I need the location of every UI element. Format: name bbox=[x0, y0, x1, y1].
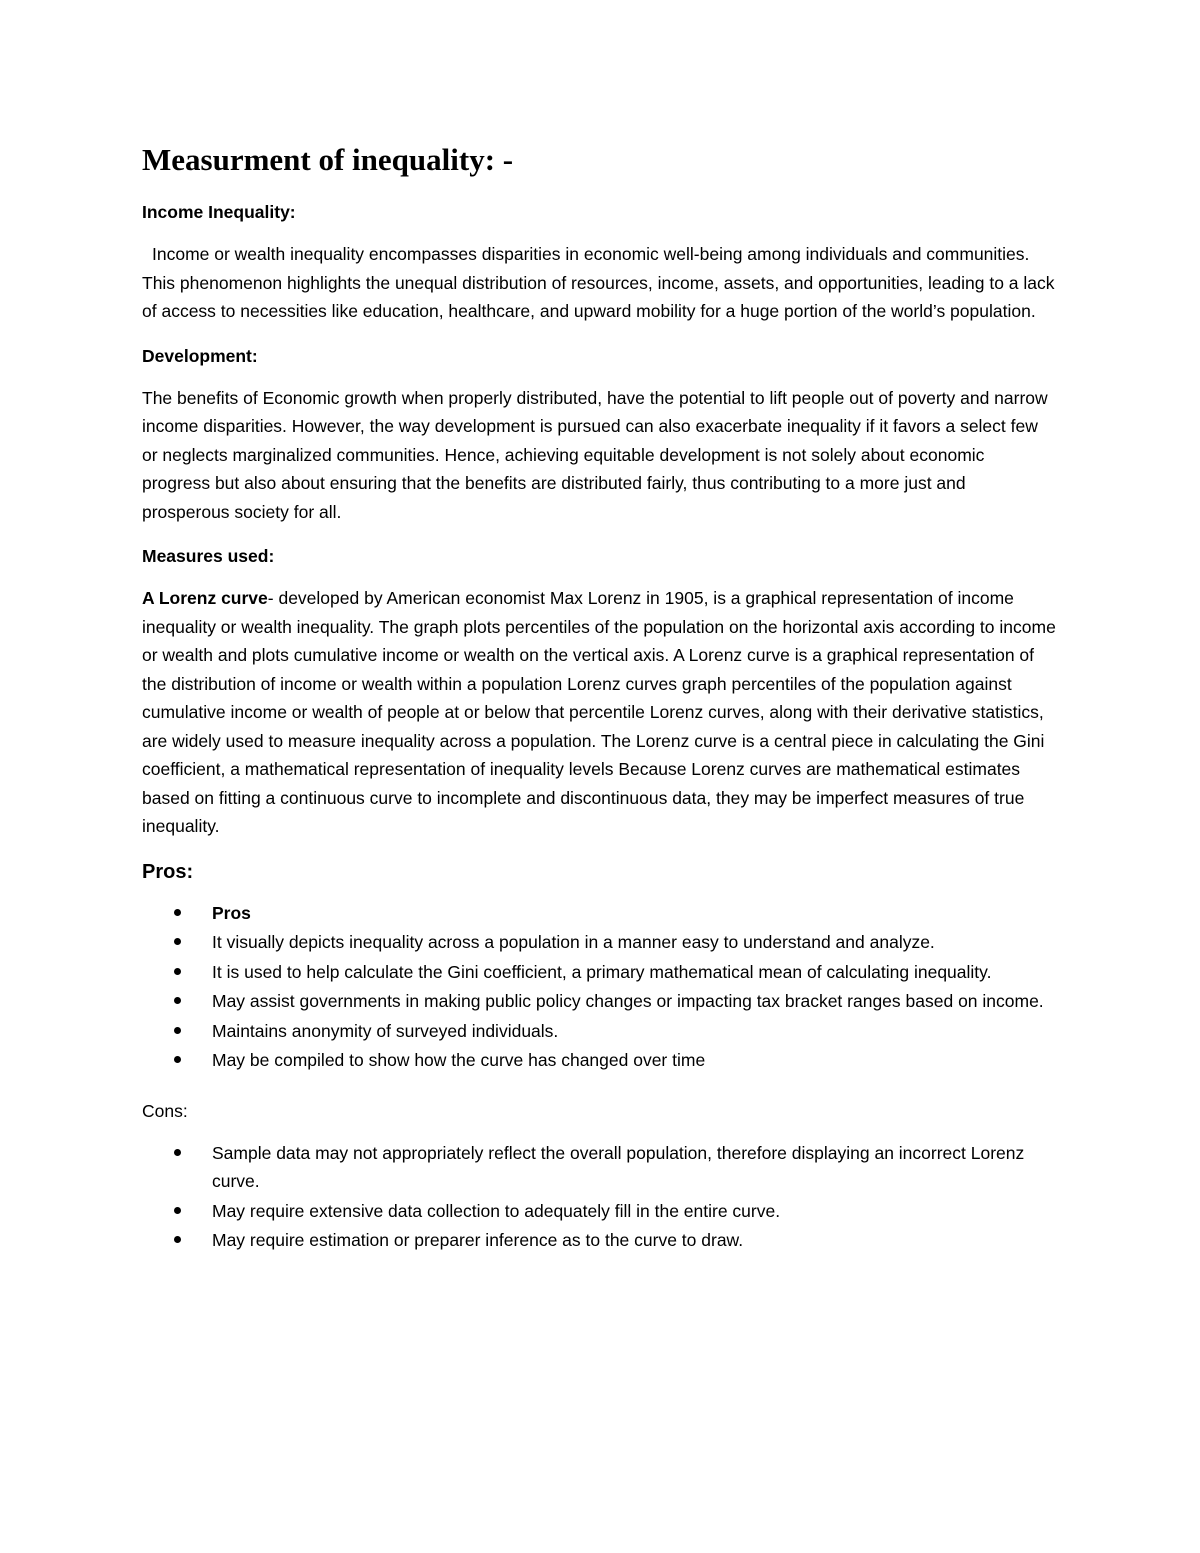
bullet-icon bbox=[174, 909, 181, 916]
bullet-icon bbox=[174, 1056, 181, 1063]
lorenz-curve-lead: A Lorenz curve bbox=[142, 588, 268, 608]
development-heading: Development: bbox=[142, 345, 258, 366]
bullet-icon bbox=[174, 1027, 181, 1034]
bullet-icon bbox=[174, 1236, 181, 1243]
lorenz-curve-paragraph bbox=[142, 584, 1057, 841]
income-inequality-heading: Income Inequality: bbox=[142, 202, 296, 222]
cons-heading: Cons: bbox=[142, 1100, 188, 1121]
list-item: May be compiled to show how the curve has changed over time bbox=[142, 1046, 1057, 1075]
bullet-icon bbox=[174, 968, 181, 975]
pros-list bbox=[142, 899, 1057, 1075]
development-paragraph: The benefits of Economic growth when properly distributed, have the potential to lift people out of poverty and narrow income disparities. However, the way development is pursued can also exacerbate inequality if it favors a select few or neglects marginalized communities. Hence, achieving equitable development is not solely about economic progress but also about ensuring that the benefits are distributed fairly, thus contributing to a more just and prosperous society for all. bbox=[142, 387, 1048, 522]
lorenz-curve-text: - developed by American economist Max Lorenz in 1905, is a graphical representation of income inequality or wealth inequality. The graph plots percentiles of the population on the horizontal axis according to income or wealth and plots cumulative income or wealth on the vertical axis. A Lorenz curve is a graphical representation of the distribution of income or wealth within a population Lorenz curves graph percentiles of the population against cumulative income or wealth of people at or below that percentile Lorenz curves, along with their derivative statistics, are widely used to measure inequality across a population. The Lorenz curve is a central piece in calculating the Gini coefficient, a mathematical representation of inequality levels Because Lorenz curves are mathematical estimates based on fitting a continuous curve to incomplete and discontinuous data, they may be imperfect measures of true inequality. bbox=[142, 588, 1056, 836]
pros-heading: Pros: bbox=[142, 860, 194, 883]
list-item: Maintains anonymity of surveyed individuals. bbox=[142, 1017, 1057, 1046]
bullet-icon bbox=[174, 997, 181, 1004]
bullet-icon bbox=[174, 938, 181, 945]
list-item: May require extensive data collection to adequately fill in the entire curve. bbox=[142, 1197, 1057, 1226]
bullet-icon bbox=[174, 1149, 181, 1156]
income-inequality-paragraph: Income or wealth inequality encompasses disparities in economic well-being among individuals and communities. This phenomenon highlights the unequal distribution of resources, income, assets, and opportunities, leading to a lack of access to necessities like education, healthcare, and upward mobility for a huge portion of the world’s population. bbox=[142, 244, 1055, 321]
list-item: Sample data may not appropriately reflect the overall population, therefore displaying an incorrect Lorenz curve. bbox=[142, 1139, 1057, 1196]
list-item: May require estimation or preparer inference as to the curve to draw. bbox=[142, 1226, 1057, 1255]
measures-used-heading: Measures used: bbox=[142, 546, 275, 566]
cons-list bbox=[142, 1139, 1057, 1255]
document-page bbox=[142, 140, 1057, 1271]
list-item: Pros bbox=[142, 899, 1057, 928]
document-title: Measurment of inequality: - bbox=[142, 142, 514, 177]
list-item: May assist governments in making public policy changes or impacting tax bracket ranges based on income. bbox=[142, 987, 1057, 1016]
list-item: It is used to help calculate the Gini coefficient, a primary mathematical mean of calculating inequality. bbox=[142, 958, 1057, 987]
bullet-icon bbox=[174, 1207, 181, 1214]
list-item: It visually depicts inequality across a population in a manner easy to understand and analyze. bbox=[142, 928, 1057, 957]
